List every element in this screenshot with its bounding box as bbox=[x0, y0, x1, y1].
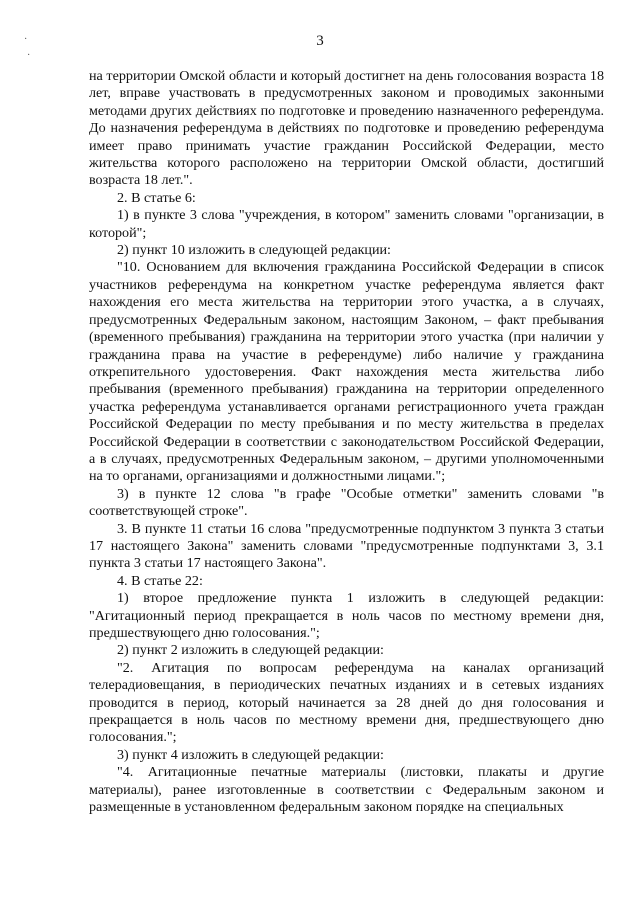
page-number: 3 bbox=[316, 33, 324, 49]
scan-mark: · bbox=[27, 50, 31, 61]
paragraph: 2) пункт 10 изложить в следующей редакции: bbox=[117, 242, 391, 259]
paragraph: 1) второе предложение пункта 1 изложить в следующей редакции: "Агитационный период прекращается в ноль часов по местному времени дня, предшествующего дню голосования."; bbox=[89, 590, 604, 641]
paragraph: 3. В пункте 11 статьи 16 слова "предусмотренные подпунктом 3 пункта 3 статьи 17 настоящего Закона" заменить словами "предусмотренные подпунктами 3, 3.1 пункта 3 статьи 17 настоящего Закона". bbox=[89, 520, 604, 572]
paragraph: "10. Основанием для включения гражданина Российской Федерации в список участников референдума на конкретном участке референдума является факт нахождения его места жительства на территории этого участка, а в случаях, предусмотренных Федеральным законом, настоящим Законом, – факт пребывания (временного пребывания) гражданина на территории этого участка (при наличии у гражданина права на участие в референдуме) либо наличие у гражданина открепительного удостоверения. Факт нахождения места жительства либо пребывания (временного пребывания) гражданина на территории определенного участка референдума устанавливается органами регистрационного учета граждан Российской Федерации по месту пребывания и по месту жительства в пределах Российской Федерации в соответствии с законодательством Российской Федерации, а в случаях, предусмотренных Федеральным законом, – другими уполномоченными на то органами, организациями и должностными лицами."; bbox=[89, 259, 604, 485]
paragraph: "4. Агитационные печатные материалы (листовки, плакаты и другие материалы), ранее изготовленные в соответствии с Федеральным законом и размещенные в установленном федеральным законом порядке на специальных bbox=[89, 764, 604, 816]
paragraph: на территории Омской области и который достигнет на день голосования возраста 18 лет, вправе участвовать в предусмотренных законом и проводимых законными методами других действиях по подготовке и проведению назначенного референдума. До назначения референдума в действиях по подготовке и проведению референдума имеет право принимать участие гражданин Российской Федерации, место жительства которого расположено на территории Омской области, достигший возраста 18 лет.". bbox=[89, 68, 604, 189]
paragraph: 3) в пункте 12 слова "в графе "Особые отметки" заменить словами "в соответствующей строке". bbox=[89, 485, 604, 520]
paragraph: "2. Агитация по вопросам референдума на каналах организаций телерадиовещания, в периодических печатных изданиях и в сетевых изданиях проводится в период, который начинается за 28 дней до дня голосования и прекращается в ноль часов по местному времени дня, предшествующего дню голосования."; bbox=[89, 659, 604, 746]
paragraph: 3) пункт 4 изложить в следующей редакции: bbox=[117, 746, 384, 763]
paragraph: 4. В статье 22: bbox=[117, 572, 203, 589]
scan-mark: · bbox=[24, 34, 28, 45]
paragraph: 2. В статье 6: bbox=[117, 189, 196, 206]
document-body bbox=[89, 68, 604, 816]
paragraph: 1) в пункте 3 слова "учреждения, в котором" заменить словами "организации, в которой"; bbox=[89, 207, 604, 241]
paragraph: 2) пункт 2 изложить в следующей редакции: bbox=[117, 642, 384, 659]
